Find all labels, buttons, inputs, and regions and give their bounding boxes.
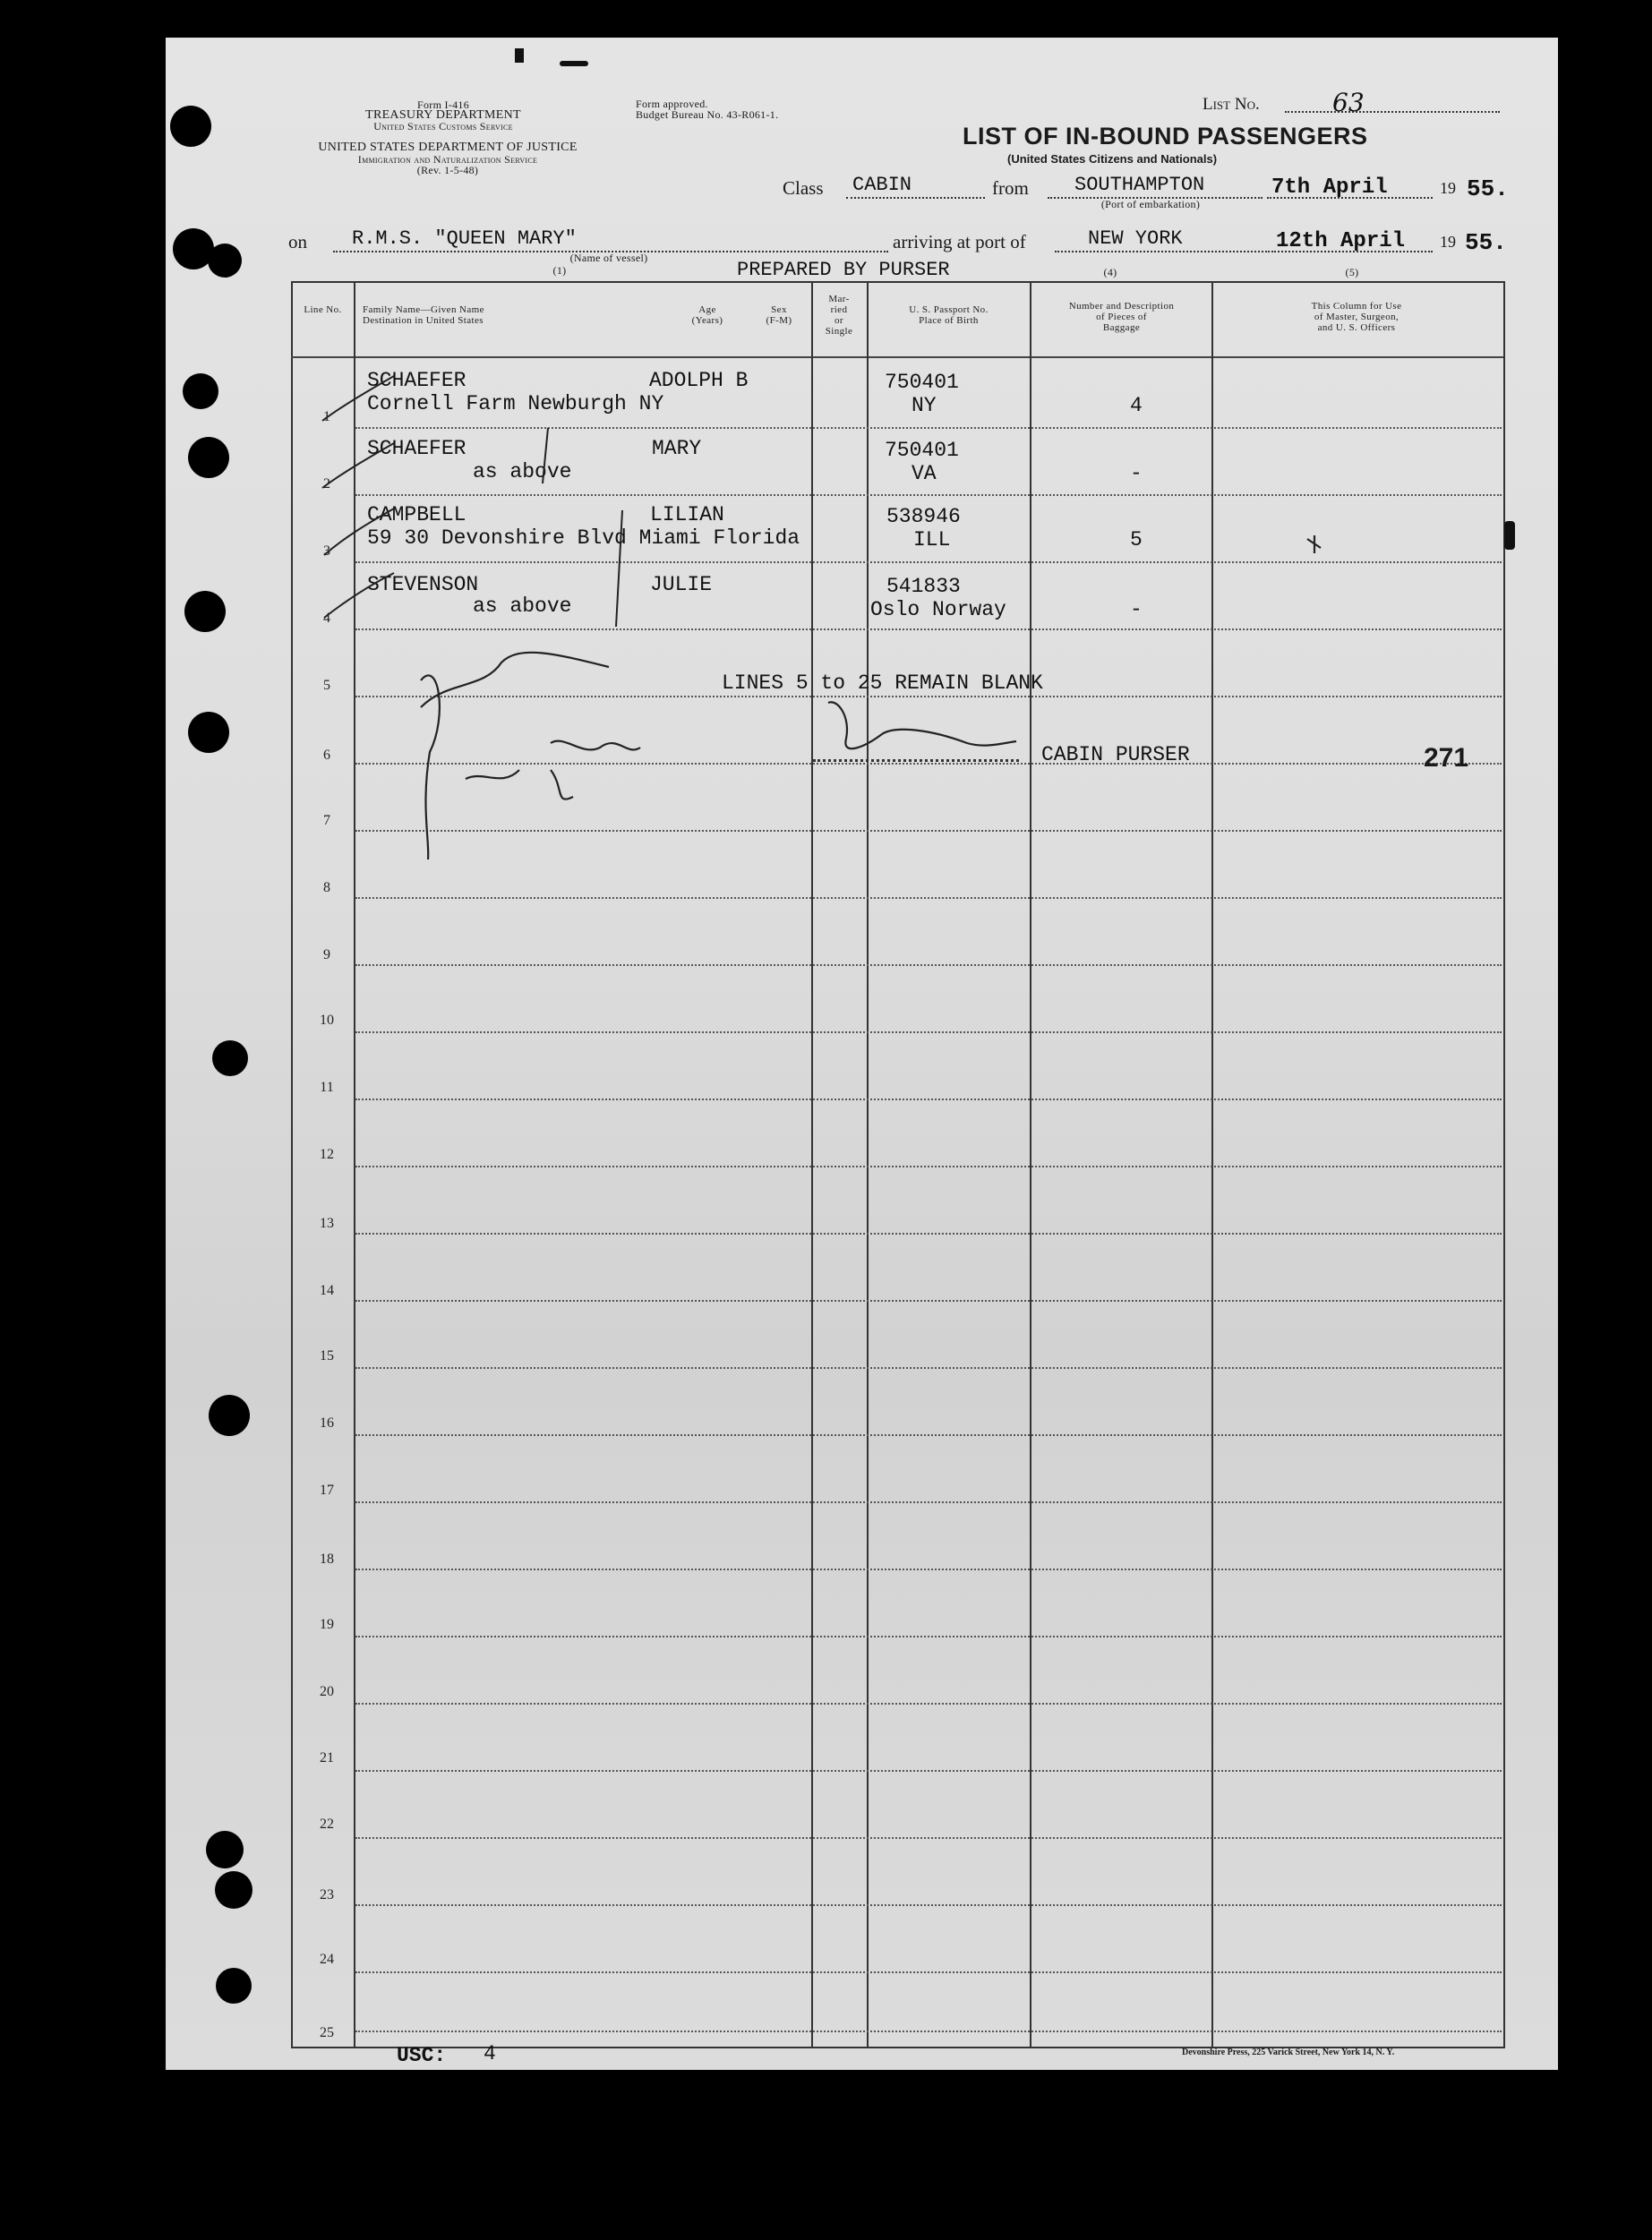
col-divider-line: [354, 281, 355, 2047]
passenger-family-name: STEVENSON: [367, 573, 479, 596]
arriving-label: arriving at port of: [893, 231, 1026, 252]
col-divider-married-right: [867, 281, 869, 2047]
passport-number: 750401: [885, 371, 959, 394]
line-number: 20: [320, 1684, 334, 1699]
purser-title: CABIN PURSER: [1041, 743, 1190, 766]
place-of-birth: NY: [912, 394, 937, 417]
purser-signature: [822, 720, 931, 751]
form-number: Form I-416: [417, 98, 469, 111]
header-bottom-rule: [291, 356, 1503, 358]
row-rule: [355, 1367, 1502, 1369]
col-header-age: Age (Years): [691, 304, 723, 326]
usc-label: USC:: [397, 2044, 447, 2067]
depart-date-underline: [1267, 197, 1433, 199]
depart-year-prefix: 19: [1440, 179, 1456, 197]
line-number: 17: [320, 1483, 334, 1498]
row-rule: [355, 1971, 1502, 1973]
arrive-year-prefix: 19: [1440, 233, 1456, 251]
class-value: CABIN: [852, 174, 912, 196]
line-number: 16: [320, 1415, 334, 1431]
passport-number: 538946: [886, 505, 961, 528]
stamp-number: 271: [1424, 743, 1469, 773]
from-label: from: [992, 177, 1029, 199]
col-header-baggage: Number and Description of Pieces of Baggage: [1068, 301, 1175, 333]
line-number: 22: [320, 1817, 334, 1832]
punch-hole: [170, 106, 211, 147]
baggage-count: -: [1130, 598, 1143, 621]
caption-4: (4): [1103, 266, 1117, 278]
row-rule: [355, 696, 1502, 697]
row-rule: [355, 1434, 1502, 1436]
stray-mark: [515, 48, 524, 63]
list-no-underline: [1285, 111, 1500, 113]
col-divider-passport: [1030, 281, 1031, 2047]
line-number: 2: [323, 476, 330, 492]
row-rule: [355, 1300, 1502, 1302]
punch-hole: [208, 244, 242, 278]
purser-signature-line: [813, 759, 1019, 762]
col-divider-baggage: [1211, 281, 1213, 2047]
vessel-caption-num: (1): [552, 264, 567, 277]
budget-bureau: Budget Bureau No. 43-R061-1.: [636, 108, 779, 121]
line-number: 23: [320, 1887, 334, 1902]
passenger-destination: 59 30 Devonshire Blvd Miami Florida: [367, 526, 800, 550]
stray-mark: [560, 61, 588, 66]
row-rule: [355, 897, 1502, 899]
line-number: 24: [320, 1952, 334, 1967]
passenger-destination: Cornell Farm Newburgh NY: [367, 392, 664, 415]
baggage-count: -: [1130, 462, 1143, 485]
port-arrive-underline: [1055, 251, 1270, 252]
port-arrival: NEW YORK: [1088, 227, 1183, 250]
passenger-given-name: ADOLPH B: [649, 369, 749, 392]
list-no-label: List No.: [1203, 95, 1260, 114]
list-no-value: 63: [1332, 88, 1365, 117]
form-revision: (Rev. 1-5-48): [416, 164, 479, 176]
passenger-family-name: CAMPBELL: [367, 503, 466, 526]
passenger-destination: as above: [473, 594, 572, 618]
col-divider-married: [811, 281, 813, 2047]
row-rule: [355, 1703, 1502, 1705]
line-number: 12: [320, 1147, 334, 1162]
line-number: 21: [320, 1750, 334, 1765]
punch-hole: [188, 712, 229, 753]
line-number: 5: [323, 678, 330, 693]
line-number: 18: [320, 1552, 334, 1567]
col-header-married: Mar- ried or Single: [825, 294, 853, 337]
line-number: 15: [320, 1348, 334, 1364]
row-rule: [355, 2031, 1502, 2032]
form-approved: Form approved.: [636, 98, 708, 110]
usc-value: 4: [484, 2042, 496, 2065]
line-number: 6: [323, 748, 330, 763]
row-rule: [355, 561, 1502, 563]
place-of-birth: VA: [912, 462, 937, 485]
printer-credit: Devonshire Press, 225 Varick Street, New York 14, N. Y.: [1182, 2048, 1395, 2057]
baggage-count: 5: [1130, 528, 1143, 551]
punch-hole: [216, 1968, 252, 2004]
col-header-sex: Sex (F-M): [766, 304, 792, 326]
baggage-count: 4: [1130, 394, 1143, 417]
place-of-birth: Oslo Norway: [870, 598, 1006, 621]
row-rule: [355, 1636, 1502, 1637]
line-number: 4: [323, 611, 330, 626]
row-rule: [355, 830, 1502, 832]
row-rule: [355, 427, 1502, 429]
punch-hole: [209, 1395, 250, 1436]
col-header-line: Line No.: [304, 304, 342, 315]
line-number: 11: [320, 1080, 334, 1095]
row-rule: [355, 1770, 1502, 1772]
punch-hole: [206, 1831, 244, 1868]
row-rule: [355, 628, 1502, 630]
row-rule: [355, 1233, 1502, 1235]
stray-mark: [1504, 521, 1515, 550]
row-rule: [355, 494, 1502, 496]
passport-number: 541833: [886, 575, 961, 598]
vessel-name: R.M.S. "QUEEN MARY": [352, 227, 577, 250]
punch-hole: [188, 437, 229, 478]
passenger-given-name: LILIAN: [650, 503, 724, 526]
punch-hole: [184, 591, 226, 632]
passenger-family-name: SCHAEFER: [367, 437, 466, 460]
class-label: Class: [783, 177, 824, 199]
row-rule: [355, 964, 1502, 966]
port-embark-caption: (Port of embarkation): [1100, 198, 1201, 210]
depart-year: 55.: [1467, 175, 1509, 202]
vessel-caption: (Name of vessel): [569, 252, 648, 264]
prepared-by: PREPARED BY PURSER: [737, 259, 950, 281]
line-number: 19: [320, 1617, 334, 1632]
line-number: 25: [320, 2025, 334, 2040]
line-number: 14: [320, 1283, 334, 1298]
line-number: 3: [323, 543, 330, 559]
passenger-given-name: JULIE: [650, 573, 713, 596]
on-label: on: [288, 231, 307, 252]
line-number: 10: [320, 1013, 334, 1028]
depart-date: 7th April: [1271, 175, 1388, 200]
line-number: 1: [323, 409, 330, 424]
row-rule: [355, 1099, 1502, 1100]
row-rule: [355, 1569, 1502, 1570]
passenger-given-name: MARY: [652, 437, 702, 460]
line-number: 8: [323, 880, 330, 895]
row-rule: [355, 1031, 1502, 1033]
arrive-date-underline: [1271, 251, 1433, 252]
row-rule: [355, 1904, 1502, 1906]
arrive-year: 55.: [1465, 229, 1507, 256]
port-embarkation: SOUTHAMPTON: [1074, 174, 1205, 196]
punch-hole: [212, 1040, 248, 1076]
passenger-destination: as above: [473, 460, 572, 483]
blank-lines-note: LINES 5 to 25 REMAIN BLANK: [722, 671, 1043, 695]
immigration-service: Immigration and Naturalization Service: [357, 153, 538, 166]
line-number: 9: [323, 947, 330, 962]
row-rule: [355, 763, 1502, 765]
caption-5: (5): [1345, 266, 1359, 278]
line-number: 13: [320, 1216, 334, 1231]
punch-hole: [215, 1871, 253, 1909]
arrive-date: 12th April: [1276, 229, 1406, 253]
row-rule: [355, 1166, 1502, 1167]
punch-hole: [183, 373, 218, 409]
class-underline: [846, 197, 985, 199]
row-rule: [355, 1501, 1502, 1503]
document-title: LIST OF IN-BOUND PASSENGERS: [963, 123, 1368, 150]
passport-number: 750401: [885, 439, 959, 462]
col-header-name: Family Name—Given Name Destination in United States: [363, 304, 484, 326]
justice-dept: UNITED STATES DEPARTMENT OF JUSTICE: [318, 141, 578, 154]
passenger-family-name: SCHAEFER: [367, 369, 466, 392]
customs-service: United States Customs Service: [373, 120, 513, 133]
treasury-dept: TREASURY DEPARTMENT: [365, 108, 521, 122]
line-number: 7: [323, 813, 330, 828]
row-rule: [355, 1837, 1502, 1839]
place-of-birth: ILL: [913, 528, 951, 551]
col-header-passport: U. S. Passport No. Place of Birth: [909, 304, 989, 326]
col-header-officers: This Column for Use of Master, Surgeon, and U. S. Officers: [1311, 301, 1402, 333]
document-subtitle: (United States Citizens and Nationals): [1007, 152, 1218, 166]
